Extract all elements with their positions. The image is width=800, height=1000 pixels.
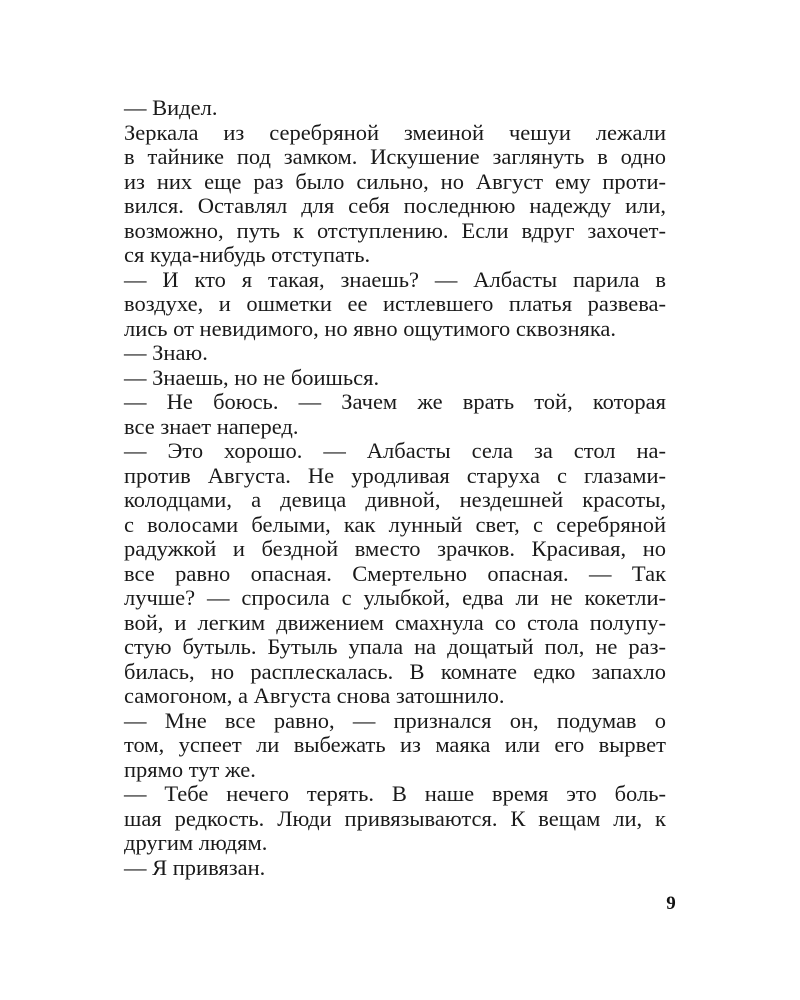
- book-page-text: [110, 96, 666, 880]
- paragraph-10: [110, 856, 666, 881]
- text-line: — Знаю.: [124, 340, 208, 365]
- text-line: — Мне все равно, — признался он, подумав о: [124, 707, 666, 733]
- paragraph-1: [110, 96, 666, 121]
- paragraph-2: [110, 121, 666, 268]
- text-line: — Видел.: [124, 95, 218, 120]
- text-line: прямо тут же.: [124, 756, 256, 782]
- text-line: радужкой и бездной вместо зрачков. Красивая, но: [124, 536, 666, 561]
- text-line: — Я привязан.: [124, 854, 266, 880]
- text-line: вой, и легким движением смахнула со стола полупу-: [124, 609, 666, 635]
- paragraph-3: [110, 268, 666, 342]
- text-line: — Это хорошо. — Албасты села за стол на-: [124, 438, 666, 463]
- text-line: стую бутыль. Бутыль упала на дощатый пол, не раз-: [124, 634, 666, 659]
- text-line: возможно, путь к отступлению. Если вдруг захочет-: [124, 217, 666, 243]
- text-line: Зеркала из серебряной змеиной чешуи лежали: [124, 119, 666, 145]
- text-line: ся куда-нибудь отступать.: [124, 242, 371, 267]
- text-line: в тайнике под замком. Искушение заглянуть в одно: [124, 144, 666, 169]
- text-line: том, успеет ли выбежать из маяка или его вырвет: [124, 732, 666, 757]
- text-line: против Августа. Не уродливая старуха с глазами-: [124, 462, 666, 488]
- text-line: все знает наперед.: [124, 413, 299, 439]
- paragraph-6: [110, 390, 666, 439]
- text-line: колодцами, а девица дивной, нездешней красоты,: [124, 487, 666, 512]
- text-line: из них еще раз было сильно, но Август ему проти-: [124, 168, 666, 194]
- text-line: лучше? — спросила с улыбкой, едва ли не кокетли-: [124, 585, 666, 610]
- text-line: с волосами белыми, как лунный свет, с серебряной: [124, 511, 666, 537]
- paragraph-7: [110, 439, 666, 709]
- paragraph-9: [110, 782, 666, 856]
- text-line: — И кто я такая, знаешь? — Албасты парила в: [124, 266, 666, 292]
- text-line: другим людям.: [124, 830, 268, 855]
- paragraph-8: [110, 709, 666, 783]
- text-line: шая редкость. Люди привязываются. К вещам ли, к: [124, 805, 666, 831]
- text-line: лись от невидимого, но явно ощутимого сквозняка.: [124, 315, 617, 341]
- text-line: самогоном, а Августа снова затошнило.: [124, 683, 505, 708]
- page-number: 9: [666, 893, 676, 914]
- paragraph-4: [110, 341, 666, 366]
- paragraph-5: [110, 366, 666, 391]
- text-line: — Не боюсь. — Зачем же врать той, которая: [124, 389, 666, 414]
- text-line: — Тебе нечего терять. В наше время это боль-: [124, 781, 666, 806]
- text-line: — Знаешь, но не боишься.: [124, 364, 380, 390]
- text-line: билась, но расплескалась. В комнате едко запахло: [124, 658, 666, 684]
- text-line: все равно опасная. Смертельно опасная. — Так: [124, 560, 666, 586]
- text-line: воздухе, и ошметки ее истлевшего платья развева-: [124, 291, 666, 316]
- text-line: вился. Оставлял для себя последнюю надежду или,: [124, 193, 666, 218]
